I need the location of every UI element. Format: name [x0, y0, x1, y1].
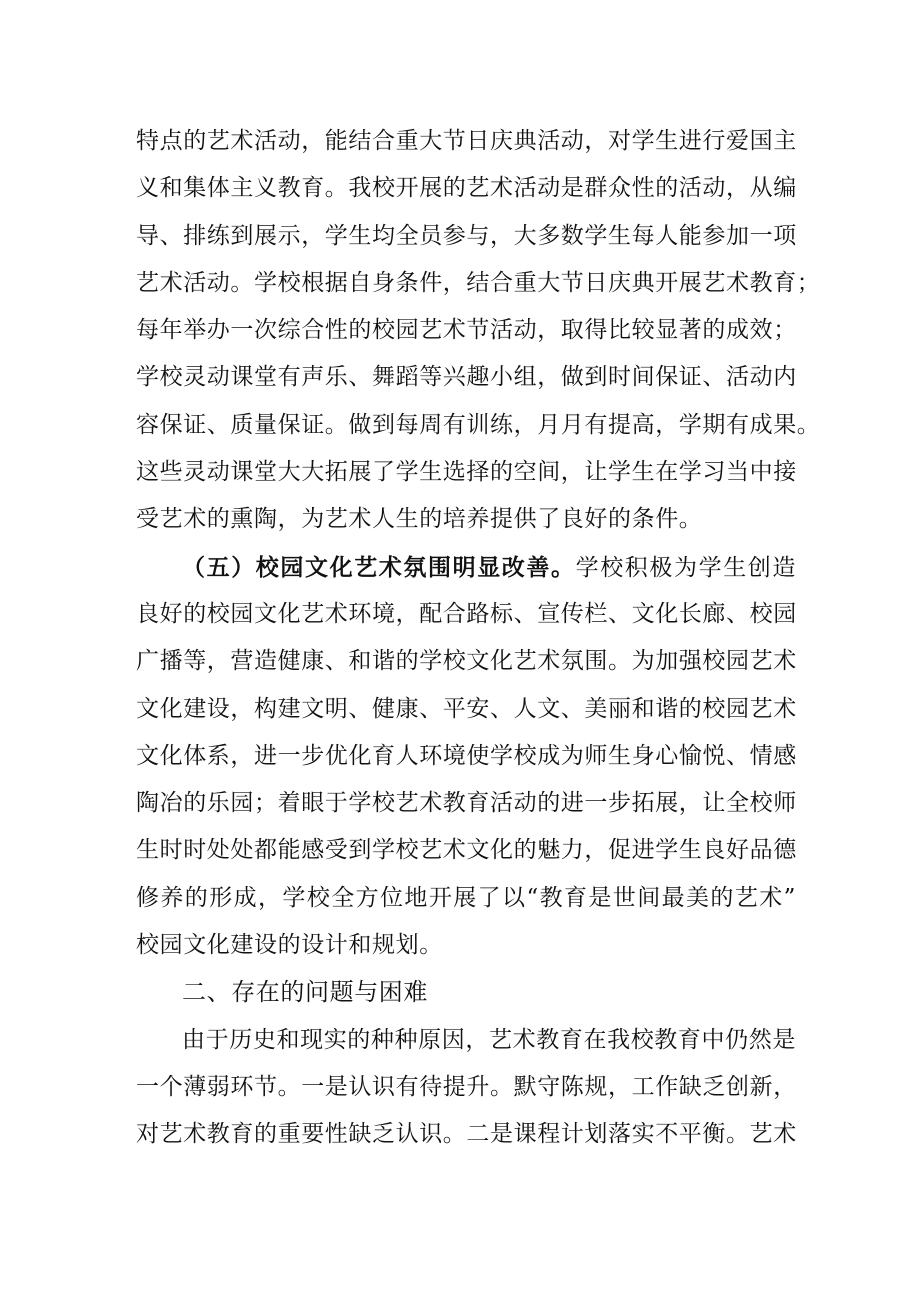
text-line: 这些灵动课堂大大拓展了学生选择的空间，让学生在学习当中接: [136, 459, 797, 486]
text-line: 由于历史和现实的种种原因，艺术教育在我校教育中仍然是: [182, 1026, 796, 1053]
paragraph-lead-text: 学校积极为学生创造: [575, 554, 796, 581]
text-line: [136, 544, 796, 591]
text-line: 特点的艺术活动，能结合重大节日庆典活动，对学生进行爱国主: [136, 128, 797, 154]
text-line: 义和集体主义教育。我校开展的艺术活动是群众性的活动，从编: [136, 175, 797, 202]
document-body: [136, 118, 821, 1159]
text-line: 导、排练到展示，学生均全员参与，大多数学生每人能参加一项: [136, 222, 797, 249]
text-line: 容保证、质量保证。做到每周有训练，月月有提高，学期有成果。: [136, 411, 821, 438]
text-line: 一个薄弱环节。一是认识有待提升。默守陈规，工作缺乏创新，: [136, 1073, 797, 1100]
text-line: 广播等，营造健康、和谐的学校文化艺术氛围。为加强校园艺术: [136, 648, 797, 675]
text-line: 艺术活动。学校根据自身条件，结合重大节日庆典开展艺术教育；: [136, 269, 821, 296]
text-line: 生时时处处都能感受到学校艺术文化的魅力，促进学生良好品德: [136, 837, 797, 864]
text-line: 文化建设，构建文明、健康、平安、人文、美丽和谐的校园艺术: [136, 695, 797, 722]
text-line: 每年举办一次综合性的校园艺术节活动，取得比较显著的成效；: [136, 317, 797, 344]
text-line: 陶冶的乐园；着眼于学校艺术教育活动的进一步拓展，让全校师: [136, 790, 797, 817]
text-line: 修养的形成，学校全方位地开展了以“教育是世间最美的艺术”: [136, 884, 796, 911]
text-line: 校园文化建设的设计和规划。: [136, 932, 443, 959]
text-line: 学校灵动课堂有声乐、舞蹈等兴趣小组，做到时间保证、活动内: [136, 364, 797, 391]
paragraph-art-activities: [136, 118, 821, 544]
section-heading: 二、存在的问题与困难: [182, 978, 428, 1007]
text-line: 良好的校园文化艺术环境，配合路标、宣传栏、文化长廊、校园: [136, 600, 797, 627]
text-line: 文化体系，进一步优化育人环境使学校成为师生身心愉悦、情感: [136, 742, 797, 769]
paragraph-problems: [136, 1017, 796, 1159]
text-line: 对艺术教育的重要性缺乏认识。二是课程计划落实不平衡。艺术: [136, 1121, 797, 1148]
paragraph-campus-culture: [136, 544, 796, 970]
text-line: 受艺术的熏陶，为艺术人生的培养提供了良好的条件。: [136, 506, 703, 533]
paragraph-lead-title: （五）校园文化艺术氛围明显改善。: [182, 553, 576, 581]
